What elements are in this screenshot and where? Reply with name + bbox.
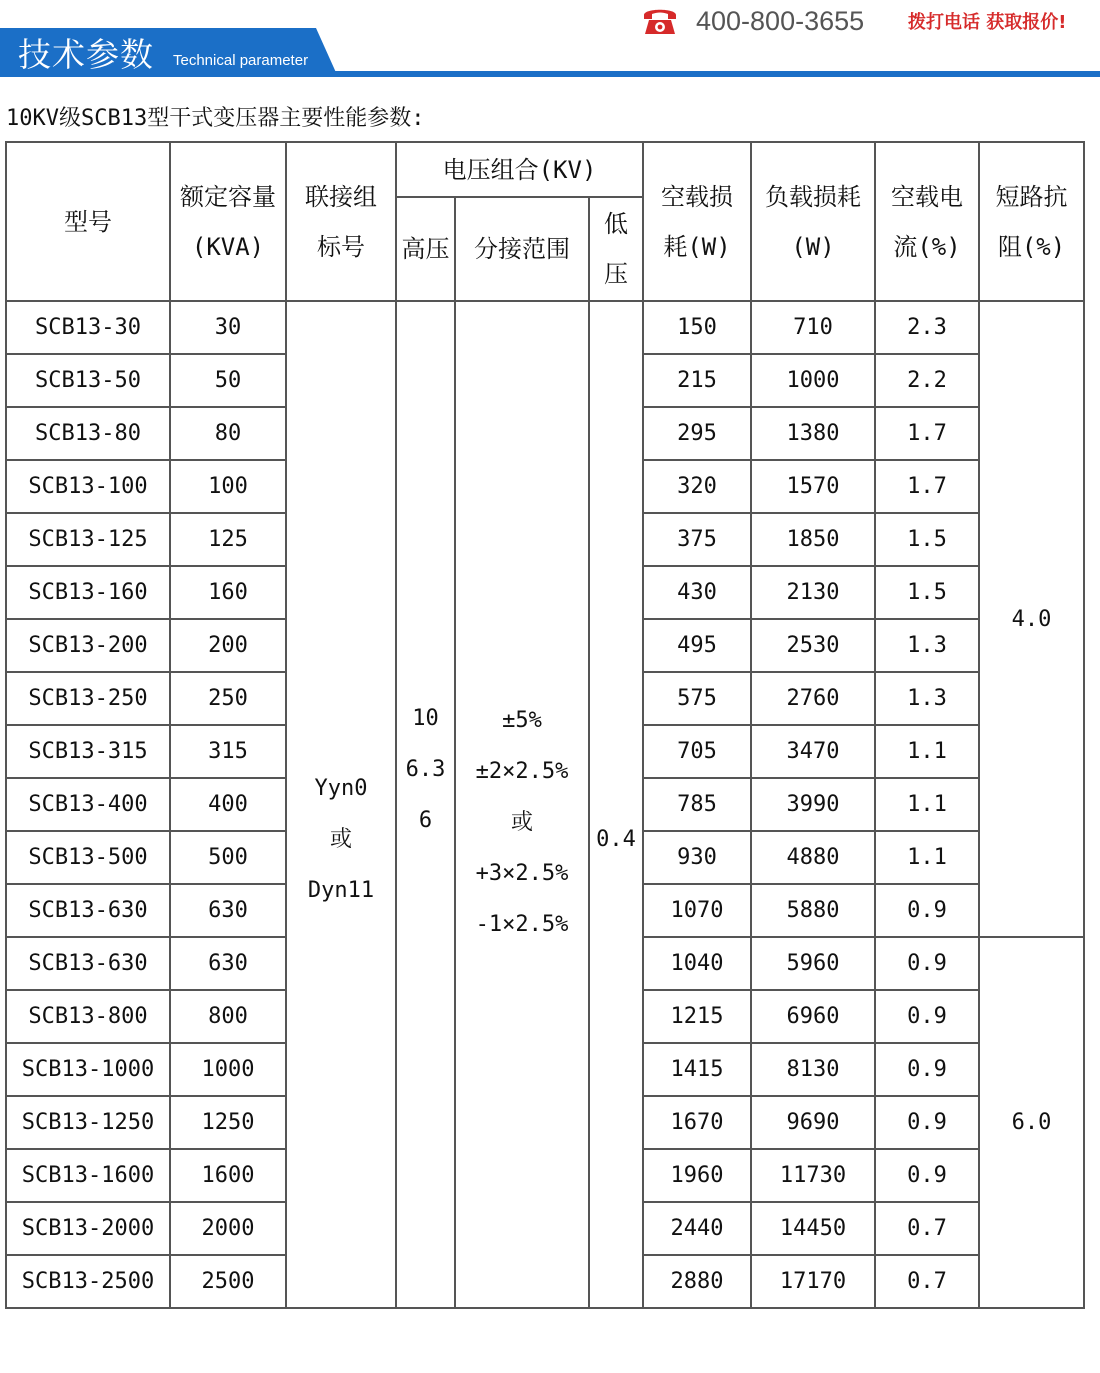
connection-group-line: Yyn0 [314,776,368,801]
cell-noload-loss: 1215 [643,990,751,1043]
cell-noload-loss: 1960 [643,1149,751,1202]
header-capacity-line2: (KVA) [191,232,265,261]
cell-load-loss: 2760 [751,672,875,725]
hv-value-line: 6 [418,808,433,833]
cell-capacity: 160 [170,566,286,619]
connection-group-line: 或 [329,827,352,852]
cell-capacity: 30 [170,301,286,354]
cell-model: SCB13-160 [6,566,170,619]
tap-range-line: ±2×2.5% [475,758,569,784]
cell-noload-loss: 785 [643,778,751,831]
cell-model: SCB13-315 [6,725,170,778]
cell-capacity: 2500 [170,1255,286,1308]
cell-load-loss: 9690 [751,1096,875,1149]
header-current-line1: 空载电 [891,182,964,211]
hv-value-line: 6.3 [405,757,446,782]
cell-load-loss: 2130 [751,566,875,619]
cell-noload-current: 1.1 [875,831,979,884]
cell-load-loss: 17170 [751,1255,875,1308]
table-caption: 10KV级SCB13型干式变压器主要性能参数: [6,106,425,131]
cell-noload-current: 1.3 [875,619,979,672]
header-current-line2: 流(%) [893,232,961,261]
cell-load-loss: 14450 [751,1202,875,1255]
cell-capacity: 630 [170,884,286,937]
cell-model: SCB13-2500 [6,1255,170,1308]
cell-load-loss: 1000 [751,354,875,407]
cell-impedance-4: 4.0 [979,301,1084,937]
header-voltage: 电压组合(KV) [396,142,643,197]
header-load-loss [751,142,875,301]
cell-model: SCB13-125 [6,513,170,566]
cell-hv [396,301,455,1308]
cell-noload-current: 0.7 [875,1255,979,1308]
cell-noload-current: 1.7 [875,460,979,513]
cell-noload-current: 0.9 [875,1149,979,1202]
header-impedance [979,142,1084,301]
header-capacity [170,142,286,301]
header-group-line1: 联接组 [305,182,377,211]
cell-model: SCB13-1000 [6,1043,170,1096]
tap-range-line: ±5% [502,707,542,733]
header-load-line2: (W) [791,232,835,261]
cell-model: SCB13-630 [6,884,170,937]
cell-capacity: 80 [170,407,286,460]
cell-noload-loss: 705 [643,725,751,778]
cell-capacity: 630 [170,937,286,990]
cell-model: SCB13-50 [6,354,170,407]
cell-model: SCB13-2000 [6,1202,170,1255]
cell-model: SCB13-100 [6,460,170,513]
header-connection-group [286,142,396,301]
cell-noload-current: 1.1 [875,778,979,831]
cell-load-loss: 5880 [751,884,875,937]
cell-model: SCB13-250 [6,672,170,725]
table-row [6,301,1084,354]
cell-load-loss: 11730 [751,1149,875,1202]
tap-range-line: -1×2.5% [475,911,569,937]
cell-noload-current: 0.7 [875,1202,979,1255]
connection-group-line: Dyn11 [307,878,375,903]
header-noload-line1: 空载损 [661,182,734,211]
cell-model: SCB13-400 [6,778,170,831]
section-subtitle: Technical parameter [173,52,309,69]
cell-tap-range [455,301,589,1308]
hv-value-line: 10 [412,706,439,731]
cell-noload-current: 0.9 [875,1096,979,1149]
cell-connection-group [286,301,396,1308]
cell-load-loss: 1850 [751,513,875,566]
header-capacity-line1: 额定容量 [180,182,276,211]
cell-noload-loss: 2880 [643,1255,751,1308]
cell-capacity: 1250 [170,1096,286,1149]
cell-model: SCB13-500 [6,831,170,884]
cell-load-loss: 2530 [751,619,875,672]
cell-model: SCB13-800 [6,990,170,1043]
cell-load-loss: 6960 [751,990,875,1043]
cell-capacity: 50 [170,354,286,407]
cell-noload-loss: 575 [643,672,751,725]
spec-table [5,141,1085,1309]
cell-impedance-6: 6.0 [979,937,1084,1308]
tap-range-line: +3×2.5% [475,860,569,886]
cell-capacity: 250 [170,672,286,725]
cell-capacity: 1600 [170,1149,286,1202]
header-impedance-line1: 短路抗 [995,182,1068,211]
phone-number[interactable]: 400-800-3655 [696,6,865,36]
header-lv-line1: 低 [604,210,629,238]
header-lv [589,197,643,301]
cell-noload-current: 2.3 [875,301,979,354]
header-noload-line2: 耗(W) [663,232,731,261]
cell-noload-current: 1.1 [875,725,979,778]
cell-noload-loss: 2440 [643,1202,751,1255]
cell-load-loss: 3990 [751,778,875,831]
cell-lv: 0.4 [589,301,643,1308]
cell-noload-loss: 295 [643,407,751,460]
cell-noload-loss: 1415 [643,1043,751,1096]
cell-load-loss: 5960 [751,937,875,990]
cell-noload-loss: 1670 [643,1096,751,1149]
cell-model: SCB13-80 [6,407,170,460]
cell-noload-current: 0.9 [875,990,979,1043]
cell-model: SCB13-1600 [6,1149,170,1202]
cell-noload-current: 0.9 [875,1043,979,1096]
cell-noload-loss: 375 [643,513,751,566]
cell-noload-current: 0.9 [875,937,979,990]
telephone-icon [640,3,680,37]
cell-noload-loss: 320 [643,460,751,513]
cell-noload-loss: 215 [643,354,751,407]
cell-noload-current: 1.5 [875,513,979,566]
header-impedance-line2: 阻(%) [997,232,1066,261]
header-tap-range: 分接范围 [455,197,589,301]
cell-model: SCB13-630 [6,937,170,990]
cell-load-loss: 8130 [751,1043,875,1096]
cell-noload-loss: 930 [643,831,751,884]
cell-noload-loss: 1070 [643,884,751,937]
cell-capacity: 800 [170,990,286,1043]
cell-capacity: 100 [170,460,286,513]
cell-noload-current: 2.2 [875,354,979,407]
tap-range-line: 或 [510,809,533,835]
cell-capacity: 400 [170,778,286,831]
cell-capacity: 200 [170,619,286,672]
header-load-line1: 负载损耗 [765,182,862,211]
cell-model: SCB13-1250 [6,1096,170,1149]
cell-noload-loss: 1040 [643,937,751,990]
spec-table-body [6,301,1084,1308]
header-model: 型号 [6,142,170,301]
cell-noload-loss: 430 [643,566,751,619]
cell-capacity: 2000 [170,1202,286,1255]
header-hv: 高压 [396,197,455,301]
header-group-line2: 标号 [317,232,365,261]
cell-model: SCB13-200 [6,619,170,672]
header-noload-loss [643,142,751,301]
header-banner [0,0,1100,80]
cell-noload-loss: 495 [643,619,751,672]
cell-load-loss: 1570 [751,460,875,513]
cell-capacity: 125 [170,513,286,566]
header-noload-current [875,142,979,301]
cell-load-loss: 1380 [751,407,875,460]
cell-capacity: 500 [170,831,286,884]
cell-model: SCB13-30 [6,301,170,354]
cell-noload-current: 1.3 [875,672,979,725]
section-title: 技术参数 [18,35,154,74]
cell-noload-current: 1.5 [875,566,979,619]
cell-load-loss: 3470 [751,725,875,778]
cell-capacity: 315 [170,725,286,778]
cell-capacity: 1000 [170,1043,286,1096]
cell-load-loss: 4880 [751,831,875,884]
header-lv-line2: 压 [604,260,629,288]
cell-noload-current: 0.9 [875,884,979,937]
cell-load-loss: 710 [751,301,875,354]
call-to-action[interactable]: 拨打电话 获取报价! [908,12,1067,33]
cell-noload-current: 1.7 [875,407,979,460]
cell-noload-loss: 150 [643,301,751,354]
